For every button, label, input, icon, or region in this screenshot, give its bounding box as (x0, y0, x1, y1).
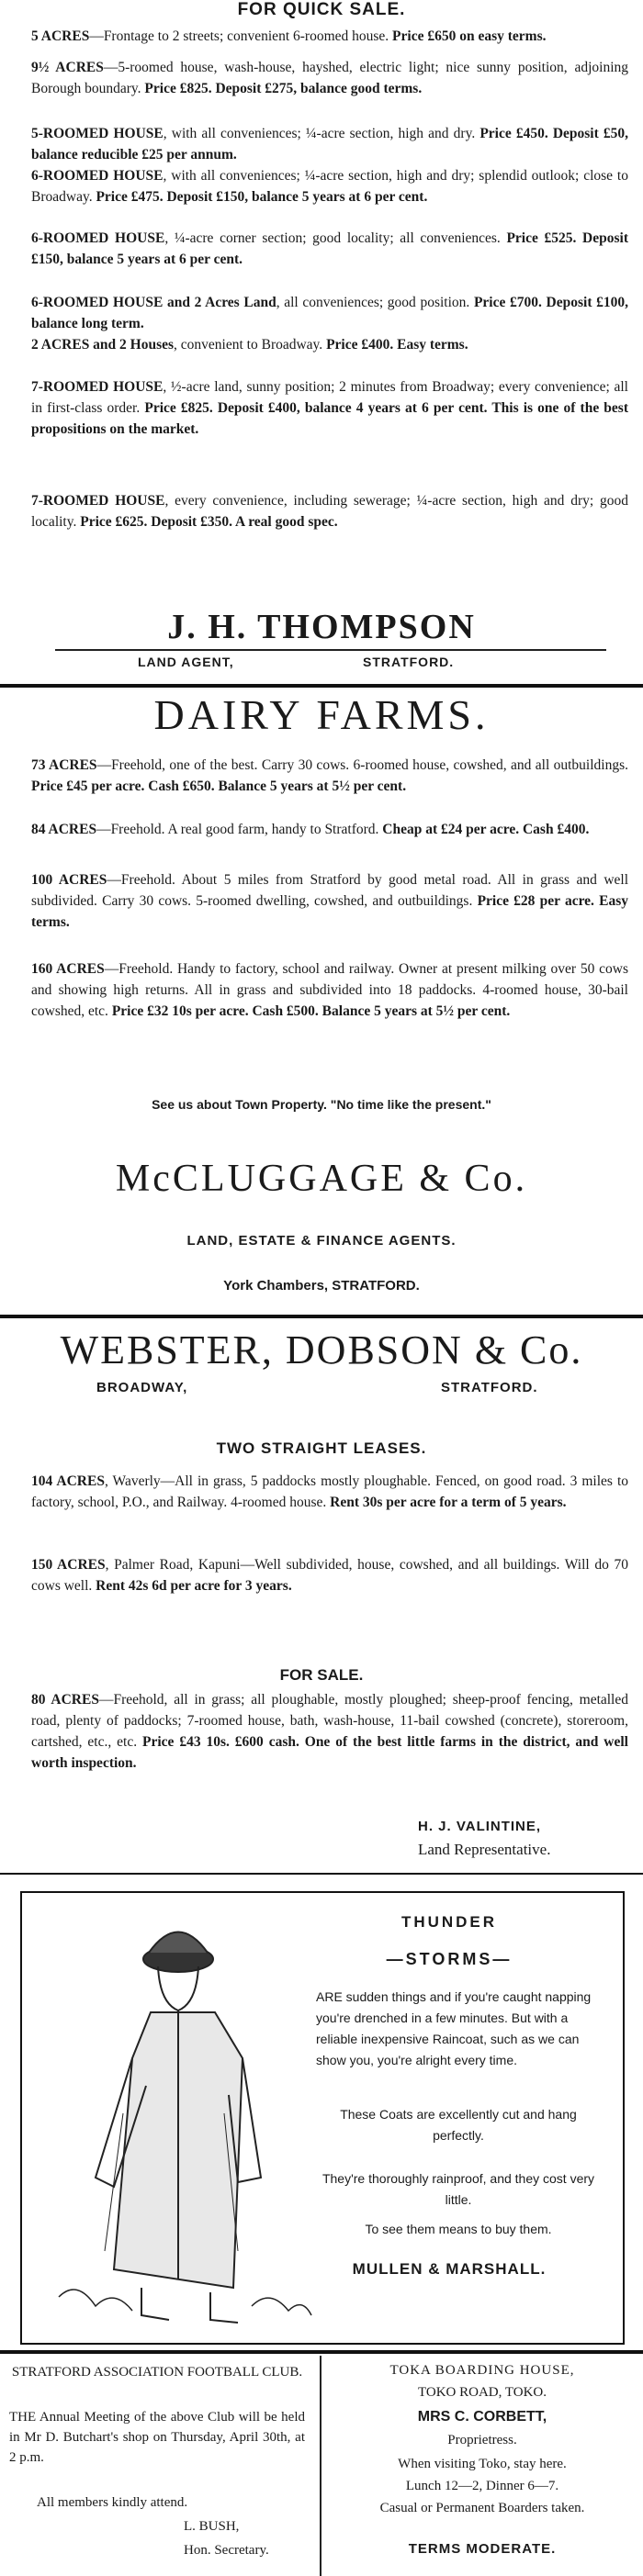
listing-text: , all conveniences; good position. (276, 295, 470, 310)
listing-price: Price £825. Deposit £400, balance 4 years at 6 per cent. This is one of the best propositions on the market. (31, 400, 628, 437)
listing-price: Price £32 10s per acre. Cash £500. Balance 5 years at 5½ per cent. (111, 1003, 511, 1019)
listing-lead: 9½ ACRES (31, 60, 104, 75)
listing-item (31, 228, 628, 270)
raincoat-signature: MULLEN & MARSHALL. (352, 2260, 547, 2278)
listing-price: Price £525. Deposit £150, balance 5 years at 6 per cent. (31, 230, 628, 267)
listing-text: —Freehold, one of the best. Carry 30 cows. 6-roomed house, cowshed, and all outbuildings. (96, 757, 629, 773)
listing-item (31, 869, 628, 933)
listing-text: , with all conveniences; ¼-acre section, high and dry. (163, 126, 476, 141)
listing-item (31, 376, 628, 440)
listing-text: , with all conveniences; ¼-acre section, high and dry; splendid outlook; close to Broadway. (31, 168, 628, 205)
thompson-title: LAND AGENT, (138, 655, 234, 669)
listing-price: Cheap at £24 per acre. Cash £400. (382, 822, 590, 837)
rep-title: Land Representative. (418, 1841, 551, 1858)
listing-price: Price £825. Deposit £275, balance good terms. (144, 81, 423, 96)
listing-lead: 73 ACRES (31, 757, 97, 773)
boarding-terms: TERMS MODERATE. (408, 2541, 557, 2557)
raincoat-title-1: THUNDER (400, 1913, 498, 1931)
thompson-name: J. H. THOMPSON (167, 608, 476, 646)
listing-text: —Freehold, all in grass; all ploughable, mostly ploughed; sheep-proof fencing, metalled road, plenty of paddocks; 7-roomed house, bath, wash-house, 11-bail cowshed (concrete), storeroom, cartshed, etc., etc. (31, 1692, 628, 1750)
listing-price: Price £700. Deposit £100, balance long term. (31, 295, 629, 331)
listing-lead: 6-ROOMED HOUSE (31, 168, 164, 184)
listing-price: Price £625. Deposit £350. A real good spec. (80, 514, 338, 530)
listing-lead: 100 ACRES (31, 872, 107, 888)
raincoat-title-2: —STORMS— (386, 1950, 513, 1968)
listing-price: Rent 30s per acre for a term of 5 years. (330, 1495, 567, 1510)
raincoat-man-illustration (40, 1902, 316, 2334)
listing-lead: 80 ACRES (31, 1692, 99, 1708)
listing-lead: 84 ACRES (31, 822, 97, 837)
divider (0, 684, 643, 688)
boarding-line-3: Casual or Permanent Boarders taken. (379, 2501, 585, 2515)
football-secretary-name: L. BUSH, (184, 2519, 240, 2534)
divider (0, 1873, 643, 1875)
webster-sale-heading: FOR SALE. (279, 1666, 364, 1684)
listing-item (31, 755, 628, 797)
listing-item (31, 490, 628, 532)
listing-price: Price £650 on easy terms. (392, 28, 547, 44)
football-secretary-role: Hon. Secretary. (184, 2543, 269, 2558)
listing-price: Rent 42s 6d per acre for 3 years. (96, 1578, 292, 1594)
listing-lead: 2 ACRES and 2 Houses (31, 337, 175, 353)
leases-heading: TWO STRAIGHT LEASES. (216, 1439, 427, 1457)
listing-text: , every convenience, including sewerage; ¼-acre section, high and dry; good locality. (31, 493, 628, 530)
mccluggage-sub: LAND, ESTATE & FINANCE AGENTS. (186, 1233, 457, 1249)
listing-price: Price £28 per acre. Easy terms. (31, 893, 629, 930)
mccluggage-address: York Chambers, STRATFORD. (223, 1278, 420, 1294)
listing-item (31, 819, 628, 840)
listing-lead: 5 ACRES (31, 28, 90, 44)
thompson-town: STRATFORD. (363, 655, 455, 669)
listing-item (31, 334, 628, 355)
webster-left-address: BROADWAY, (96, 1380, 188, 1395)
listing-item (31, 292, 628, 334)
listing-price: Price £450. Deposit £50, balance reducible £25 per annum. (31, 126, 628, 162)
listing-lead: 5-ROOMED HOUSE (31, 126, 164, 141)
dairy-heading: DAIRY FARMS. (153, 691, 490, 738)
webster-right-address: STRATFORD. (441, 1380, 538, 1395)
column-divider (320, 2356, 322, 2576)
listing-text: , ¼-acre corner section; good locality; all conveniences. (164, 230, 501, 246)
listing-lead: 160 ACRES (31, 961, 105, 977)
listing-text: —Freehold. About 5 miles from Stratford by good metal road. All in grass and well subdivided. Carry 30 cows. 5-roomed dwelling, cowshed, and outbuildings. (31, 872, 629, 909)
rep-name: H. J. VALINTINE, (418, 1819, 542, 1834)
thompson-underline (55, 649, 606, 651)
webster-sale-listing (31, 1689, 628, 1774)
boarding-owner: MRS C. CORBETT, (417, 2409, 547, 2425)
boarding-title: TOKA BOARDING HOUSE, (389, 2363, 575, 2378)
listing-text: , convenient to Broadway. (174, 337, 323, 353)
listing-lead: 7-ROOMED HOUSE (31, 493, 165, 509)
mccluggage-name: McCLUGGAGE & Co. (115, 1158, 528, 1200)
listing-text: , ½-acre land, sunny position; 2 minutes from Broadway; every convenience; all in first-class order. (31, 379, 628, 416)
listing-price: Price £475. Deposit £150, balance 5 years at 6 per cent. (96, 189, 428, 205)
listing-price: Price £45 per acre. Cash £650. Balance 5 years at 5½ per cent. (31, 778, 407, 794)
listing-item (31, 123, 628, 165)
dairy-footer: See us about Town Property. "No time like the present." (152, 1097, 491, 1112)
listing-text: —Frontage to 2 streets; convenient 6-roomed house. (89, 28, 389, 44)
divider (0, 2350, 643, 2354)
boarding-address: TOKO ROAD, TOKO. (417, 2385, 547, 2400)
listing-price: Price £400. Easy terms. (326, 337, 468, 353)
listing-text: , Waverly—All in grass, 5 paddocks mostly ploughable. Fenced, on good road. 3 miles to factory, school, P.O., and Railway. 4-roomed house. (31, 1473, 629, 1510)
listing-text: , Palmer Road, Kapuni—Well subdivided, house, cowshed, and all buildings. Will do 70 cows well. (31, 1557, 628, 1594)
raincoat-body-3: They're thoroughly rainproof, and they cost very little. (322, 2171, 595, 2207)
listing-lead: 6-ROOMED HOUSE and 2 Acres Land (31, 295, 276, 310)
webster-name: WEBSTER, DOBSON & Co. (60, 1327, 583, 1372)
boarding-line-2: Lunch 12—2, Dinner 6—7. (405, 2479, 559, 2493)
listing-text: —Freehold. Handy to factory, school and railway. Owner at present milking over 50 cows and showing high returns. All in grass and subdivided into 18 paddocks. 4-roomed house, 30-bail cowshed, etc. (31, 961, 628, 1019)
listing-item (31, 958, 628, 1022)
divider (0, 1315, 643, 1318)
raincoat-ad (20, 1891, 625, 2345)
listing-item (31, 57, 628, 99)
football-title: STRATFORD ASSOCIATION FOOTBALL CLUB. (11, 2365, 303, 2380)
raincoat-body-4: To see them means to buy them. (365, 2222, 552, 2236)
boarding-line-1: When visiting Toko, stay here. (398, 2457, 567, 2471)
listing-text: —Freehold. A real good farm, handy to Stratford. (96, 822, 379, 837)
football-body: THE Annual Meeting of the above Club will be held in Mr D. Butchart's shop on Thursday, April 30th, at 2 p.m. (9, 2410, 305, 2465)
quick-sale-heading: FOR QUICK SALE. (237, 0, 406, 19)
listing-lead: 7-ROOMED HOUSE (31, 379, 164, 395)
listing-lead: 6-ROOMED HOUSE (31, 230, 165, 246)
listing-lead: 104 ACRES (31, 1473, 105, 1489)
listing-item (31, 26, 628, 47)
listing-price: Price £43 10s. £600 cash. One of the best little farms in the district, and well worth inspection. (31, 1734, 628, 1771)
listing-text: —5-roomed house, wash-house, hayshed, electric light; nice sunny position, adjoining Borough boundary. (31, 60, 628, 96)
listing-item (31, 1471, 628, 1513)
football-attend: All members kindly attend. (37, 2495, 188, 2510)
raincoat-body-2: These Coats are excellently cut and hang perfectly. (340, 2107, 577, 2143)
listing-item (31, 1554, 628, 1596)
listing-lead: 150 ACRES (31, 1557, 106, 1573)
listing-item (31, 165, 628, 207)
boarding-role: Proprietress. (447, 2433, 517, 2447)
raincoat-body-1: ARE sudden things and if you're caught napping you're drenched in a few minutes. But with a reliable inexpensive Raincoat, such as we can show you, you're alright every time. (316, 1989, 592, 2067)
